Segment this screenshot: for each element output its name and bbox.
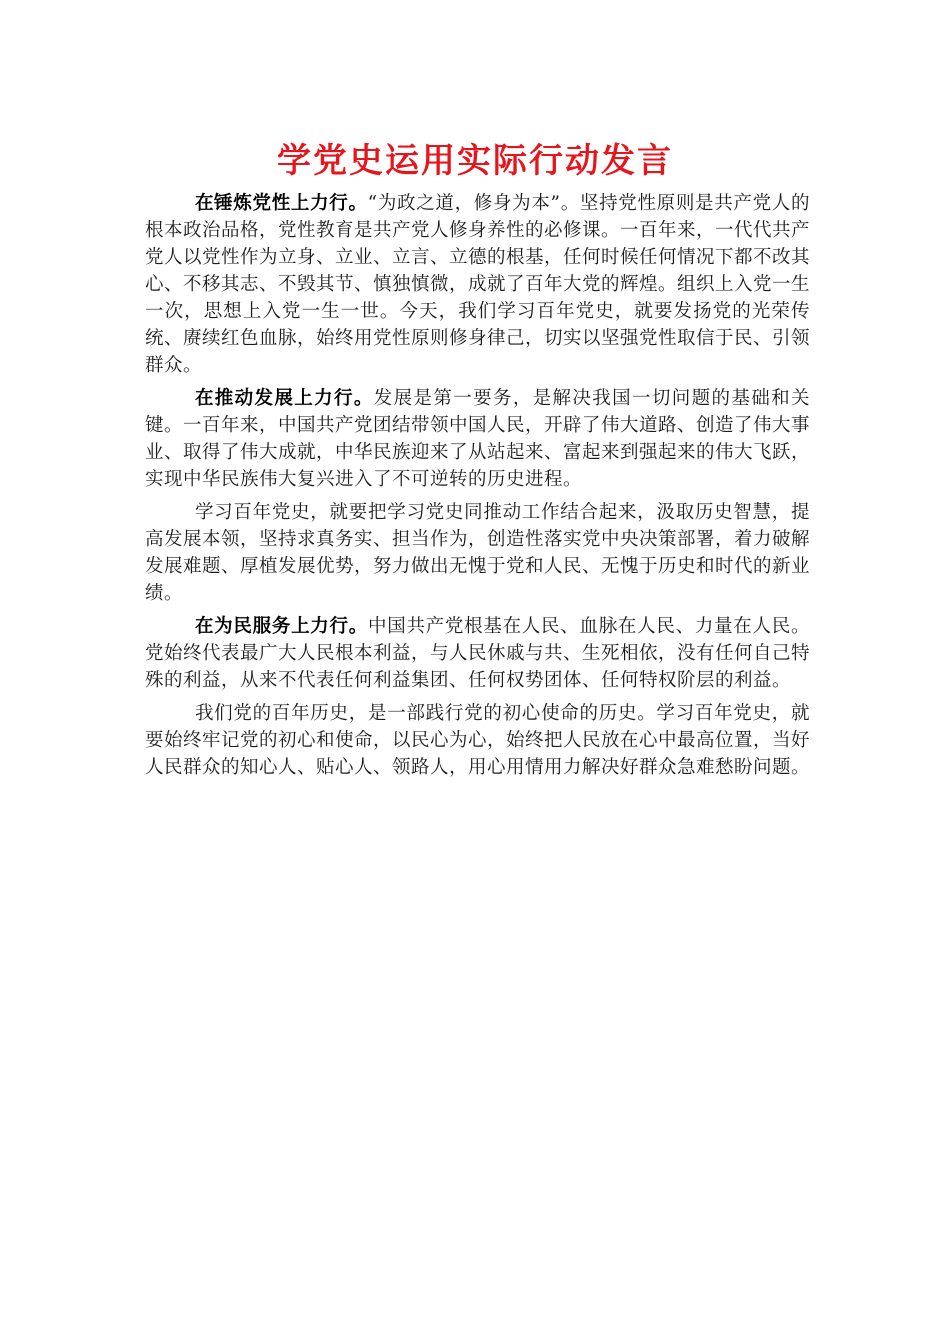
paragraph-promote-development bbox=[145, 385, 810, 493]
paragraph-study-history bbox=[145, 499, 810, 607]
paragraph-text: 学习百年党史，就要把学习党史同推动工作结合起来，汲取历史智慧，提高发展本领，坚持求真务实、担当作为，创造性落实党中央决策部署，着力破解发展难题、厚植发展优势，努力做出无愧于党和人民、无愧于历史和时代的新业绩。 bbox=[145, 502, 811, 604]
paragraph-lead: 在推动发展上力行。 bbox=[194, 388, 374, 409]
paragraph-text: 发展是第一要务，是解决我国一切问题的基础和关键。一百年来，中国共产党团结带领中国人民，开辟了伟大道路、创造了伟大事业、取得了伟大成就，中华民族迎来了从站起来、富起来到强起来的伟大飞跃，实现中华民族伟大复兴进入了不可逆转的历史进程。 bbox=[145, 388, 811, 490]
paragraph-serve-people bbox=[145, 613, 810, 694]
paragraph-text: 我们党的百年历史，是一部践行党的初心使命的历史。学习百年党史，就要始终牢记党的初心和使命，以民心为心，始终把人民放在心中最高位置，当好人民群众的知心人、贴心人、领路人，用心用情用力解决好群众急难愁盼问题。 bbox=[145, 703, 811, 778]
paragraph-text: 中国共产党根基在人民、血脉在人民、力量在人民。党始终代表最广大人民根本利益，与人民休戚与共、生死相依，没有任何自己特殊的利益，从来不代表任何利益集团、任何权势团体、任何特权阶层的利益。 bbox=[145, 616, 811, 691]
paragraph-text: “为政之道，修身为本”。坚持党性原则是共产党人的根本政治品格，党性教育是共产党人修身养性的必修课。一百年来，一代代共产党人以党性作为立身、立业、立言、立德的根基，任何时候任何情况下都不改其心、不移其志、不毁其节、慎独慎微，成就了百年大党的辉煌。组织上入党一生一次，思想上入党一生一世。今天，我们学习百年党史，就要发扬党的光荣传统、赓续红色血脉，始终用党性原则修身律己，切实以坚强党性取信于民、引领群众。 bbox=[145, 193, 811, 376]
paragraph-lead: 在锤炼党性上力行。 bbox=[194, 193, 368, 214]
paragraph-party-spirit bbox=[145, 190, 810, 379]
document-body bbox=[145, 190, 810, 787]
document-title: 学党史运用实际行动发言 bbox=[277, 141, 673, 181]
paragraph-original-aspiration bbox=[145, 700, 810, 781]
paragraph-lead: 在为民服务上力行。 bbox=[194, 616, 368, 637]
